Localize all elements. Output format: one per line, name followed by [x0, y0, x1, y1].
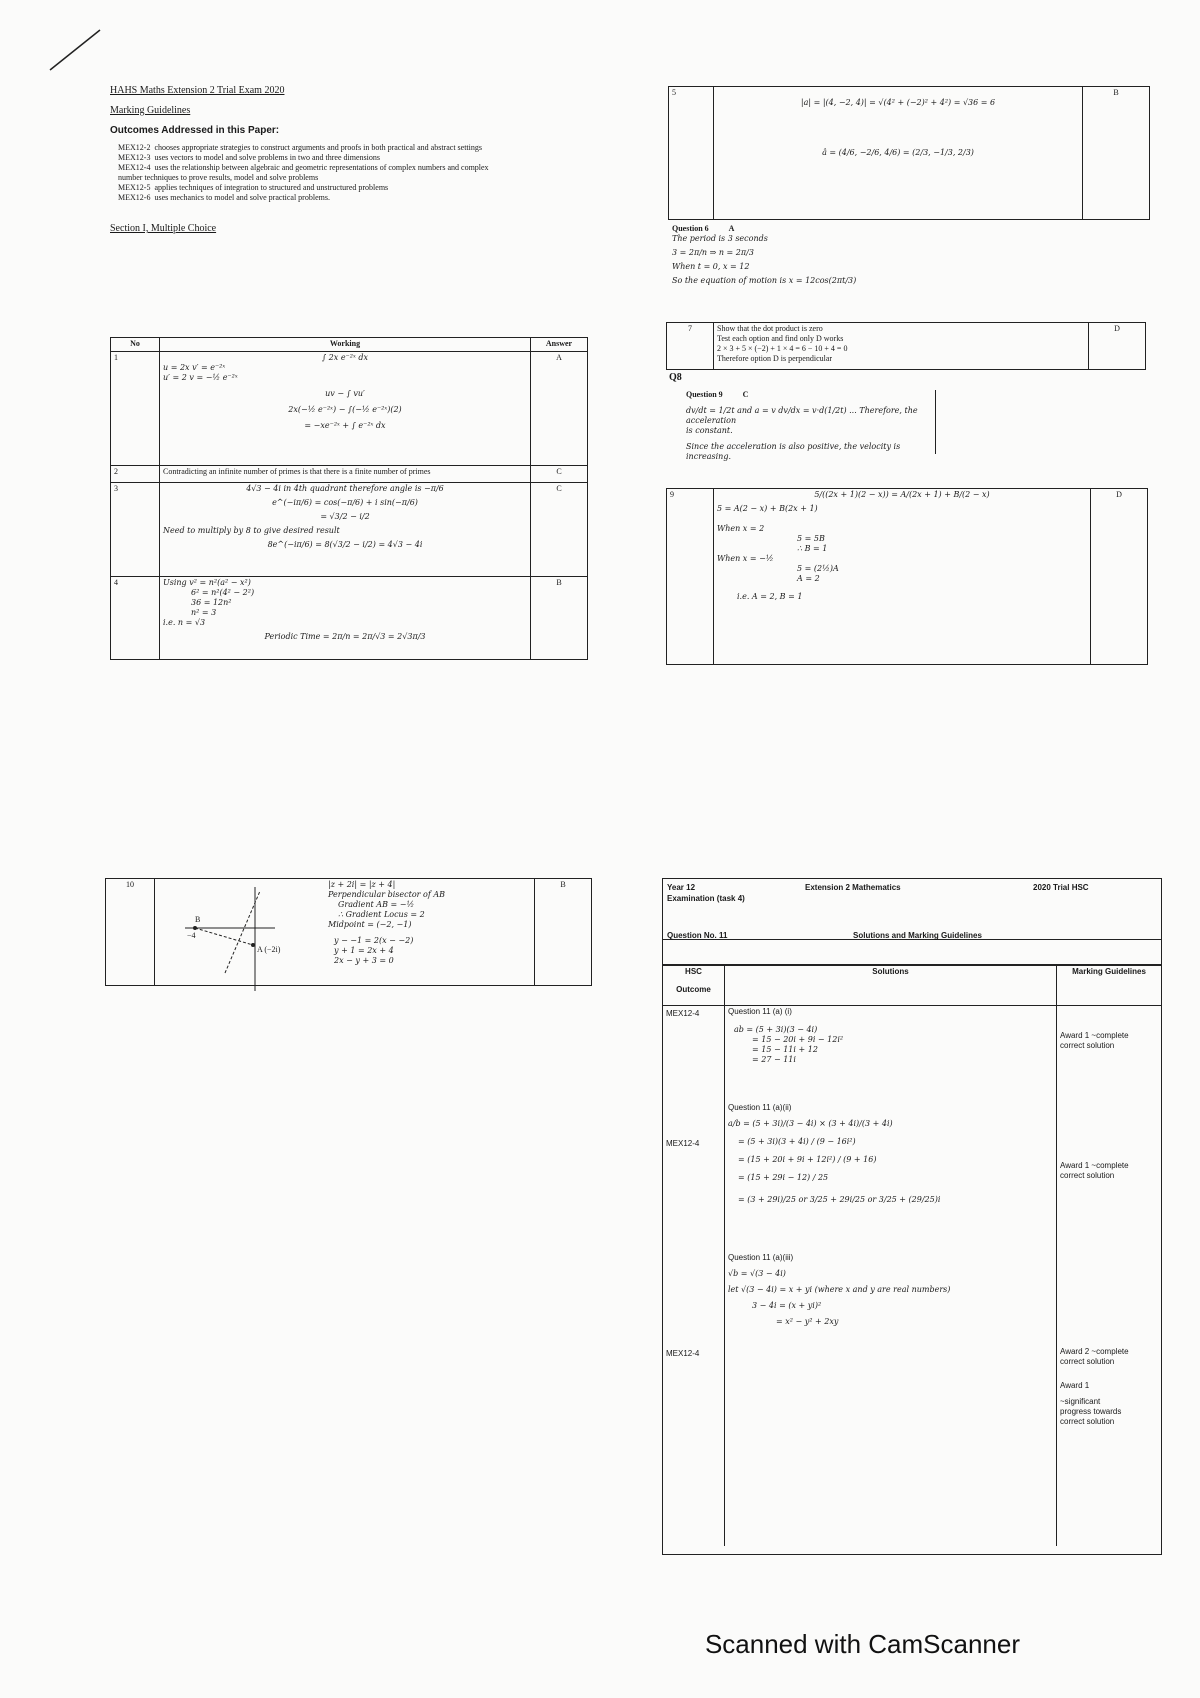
q6-answer: A [728, 224, 735, 233]
marking-a-i: Award 1 ~complete correct solution [1060, 1031, 1129, 1050]
q6-line: So the equation of motion is x = 12cos(2πt/3) [672, 276, 857, 285]
q9-table [666, 488, 1148, 665]
part-a-i: Question 11 (a) (i) ab = (5 + 3i)(3 − 4i) = 15 − 20i + 9i − 12i² = 15 − 11i + 12 = 27 − 11i [728, 1007, 844, 1064]
row-number: 5 [669, 87, 714, 220]
q6-line: The period is 3 seconds [672, 234, 768, 243]
outcome-item: MEX12-5 applies techniques of integration to structured and unstructured problems [118, 183, 389, 192]
marking-a-ii: Award 1 ~complete correct solution [1060, 1161, 1129, 1180]
header-solutions: Solutions [725, 966, 1057, 1006]
outcome-item: MEX12-3 uses vectors to model and solve problems in two and three dimensions [118, 153, 380, 162]
pen-mark [45, 25, 105, 75]
solutions-title: Solutions and Marking Guidelines [853, 931, 982, 940]
axis-label: −4 [187, 931, 196, 940]
outcomes-heading: Outcomes Addressed in this Paper: [110, 125, 280, 136]
q6-line: When t = 0, x = 12 [672, 262, 750, 271]
answer-cell: B [531, 576, 588, 659]
marking-column [1057, 1006, 1162, 1546]
document-header [110, 85, 530, 235]
working-cell: Show that the dot product is zero Test each option and find only D works 2 × 3 + 5 × (−2) + 1 × 4 = 6 − 10 + 4 = 0 Therefore option D is perpendicular [714, 323, 1089, 370]
marking-a-iii: Award 2 ~complete correct solution Award 1 ~significant progress towards correct solution [1060, 1347, 1129, 1426]
working-cell: Contradicting an infinite number of primes is that there is a finite number of primes [160, 466, 531, 483]
mc-table [110, 337, 588, 660]
answer-cell: C [531, 466, 588, 483]
q7-table [666, 322, 1146, 370]
q10-table [105, 878, 592, 986]
doc-title: HAHS Maths Extension 2 Trial Exam 2020 [110, 85, 285, 96]
hsc-solutions-sheet [662, 878, 1162, 1555]
working-cell: ∫ 2x e⁻²ˣ dx u = 2x v′ = e⁻²ˣ u′ = 2 v = −½ e⁻²ˣ uv − ∫ vu′ 2x(−½ e⁻²ˣ) − ∫(−½ e⁻²ˣ)(2) = −xe⁻²ˣ + ∫ e⁻²ˣ dx [160, 351, 531, 466]
solutions-column [725, 1006, 1057, 1546]
question-label: Question No. 11 [667, 931, 728, 940]
table-row [669, 87, 1150, 220]
row-number: 2 [111, 466, 160, 483]
q8-heading: Question 9 [686, 390, 723, 399]
outcome-code: MEX12-4 [666, 1349, 700, 1358]
header-outcome: HSC Outcome [663, 966, 725, 1006]
part-a-iii: Question 11 (a)(iii) √b = √(3 − 4i) let √(3 − 4i) = x + yi (where x and y are real numbers) 3 − 4i = (x + yi)² = x² − y² + 2xy [728, 1253, 951, 1326]
header-marking: Marking Guidelines [1057, 966, 1162, 1006]
spacer-row [663, 940, 1161, 965]
table-row [111, 576, 588, 659]
camscanner-watermark: Scanned with CamScanner [704, 1629, 1020, 1659]
working-cell: Using v² = n²(a² − x²) 6² = n²(4² − 2²) 36 = 12n² n² = 3 i.e. n = √3 Periodic Time = 2π/n = 2π/√3 = 2√3π/3 [160, 576, 531, 659]
working-cell: 4√3 − 4i in 4th quadrant therefore angle is −π/6 e^(−iπ/6) = cos(−π/6) + i sin(−π/6) = √3/2 − i/2 Need to multiply by 8 to give desired result 8e^(−iπ/6) = 8(√3/2 − i/2) = 4√3 − 4i [160, 482, 531, 576]
q8-line: is constant. [686, 426, 733, 435]
working-cell: 5/((2x + 1)(2 − x)) = A/(2x + 1) + B/(2 − x) 5 = A(2 − x) + B(2x + 1) When x = 2 5 = 5B ∴ B = 1 When x = −½ 5 = (2½)A A = 2 i.e. A = 2, B = 1 [714, 489, 1091, 665]
doc-subtitle: Marking Guidelines [110, 105, 191, 116]
q6-heading: Question 6 [672, 224, 709, 233]
row-number: 7 [667, 323, 714, 370]
q5-table [668, 86, 1150, 220]
table-row [111, 466, 588, 483]
hsc-header [663, 879, 1161, 940]
outcome-item: MEX12-4 uses the relationship between algebraic and geometric representations of complex numbers and complex number techniques to prove results, model and solve problems [118, 163, 489, 182]
answer-cell: B [1083, 87, 1150, 220]
q6-block [672, 224, 972, 286]
point-a-label: A (−2i) [257, 945, 281, 954]
header-working: Working [160, 338, 531, 352]
row-number: 3 [111, 482, 160, 576]
row-number: 9 [667, 489, 714, 665]
solutions-table [663, 965, 1161, 1546]
exam-label: Examination (task 4) [667, 894, 745, 903]
working-cell [155, 879, 535, 986]
header-no: No [111, 338, 160, 352]
answer-cell: D [1089, 323, 1146, 370]
table-row [111, 351, 588, 466]
working-cell: |a| = |(4, −2, 4)| = √(4² + (−2)² + 4²) = √36 = 6 â = (4/6, −2/6, 4/6) = (2/3, −1/3, 2/3) [714, 87, 1083, 220]
row-number: 10 [106, 879, 155, 986]
answer-cell: B [535, 879, 592, 986]
outcomes-list [118, 143, 508, 203]
q8-label: Q8 [669, 372, 682, 383]
point-b-label: B [195, 915, 201, 924]
answer-cell: D [1091, 489, 1148, 665]
outcome-item: MEX12-2 chooses appropriate strategies to construct arguments and proofs in both practical and abstract settings [118, 143, 482, 152]
answer-cell: A [531, 351, 588, 466]
q6-line: 3 = 2π/n ⇒ n = 2π/3 [672, 248, 754, 257]
section-title: Section I, Multiple Choice [110, 223, 217, 234]
year-label: Year 12 [667, 883, 696, 892]
table-row [111, 482, 588, 576]
table-row [106, 879, 592, 986]
q8-block [686, 390, 936, 461]
outcome-code: MEX12-4 [666, 1009, 700, 1018]
outcome-item: MEX12-6 uses mechanics to model and solve practical problems. [118, 193, 330, 202]
table-row [667, 489, 1148, 665]
outcome-code: MEX12-4 [666, 1139, 700, 1148]
q8-answer: C [742, 390, 749, 399]
header-answer: Answer [531, 338, 588, 352]
outcome-column [663, 1006, 725, 1546]
table-row [667, 323, 1146, 370]
q10-working: |z + 2i| = |z + 4| Perpendicular bisector of AB Gradient AB = −½ ∴ Gradient Locus = 2 Midpoint = (−2, −1) y − −1 = 2(x − −2) y + 1 = 2x + 4 2x − y + 3 = 0 [328, 880, 445, 965]
trial-label: 2020 Trial HSC [1033, 883, 1089, 892]
q8-line: Since the acceleration is also positive, the velocity is increasing. [686, 442, 901, 461]
solutions-body [663, 1006, 1161, 1546]
q8-line: dv/dt = 1/2t and a = v dv/dx = v·d(1/2t) ... Therefore, the acceleration [686, 406, 918, 425]
row-number: 4 [111, 576, 160, 659]
answer-cell: C [531, 482, 588, 576]
course-label: Extension 2 Mathematics [805, 883, 901, 892]
part-a-ii: Question 11 (a)(ii) a/b = (5 + 3i)/(3 − 4i) × (3 + 4i)/(3 + 4i) = (5 + 3i)(3 + 4i) / (9 − 16i²) = (15 + 20i + 9i + 12i²) / (9 + 16) = (15 + 29i − 12) / 25 = (3 + 29i)/25 or 3/25 + 29i/25 or 3/25 + (29/25)i [728, 1103, 941, 1204]
row-number: 1 [111, 351, 160, 466]
